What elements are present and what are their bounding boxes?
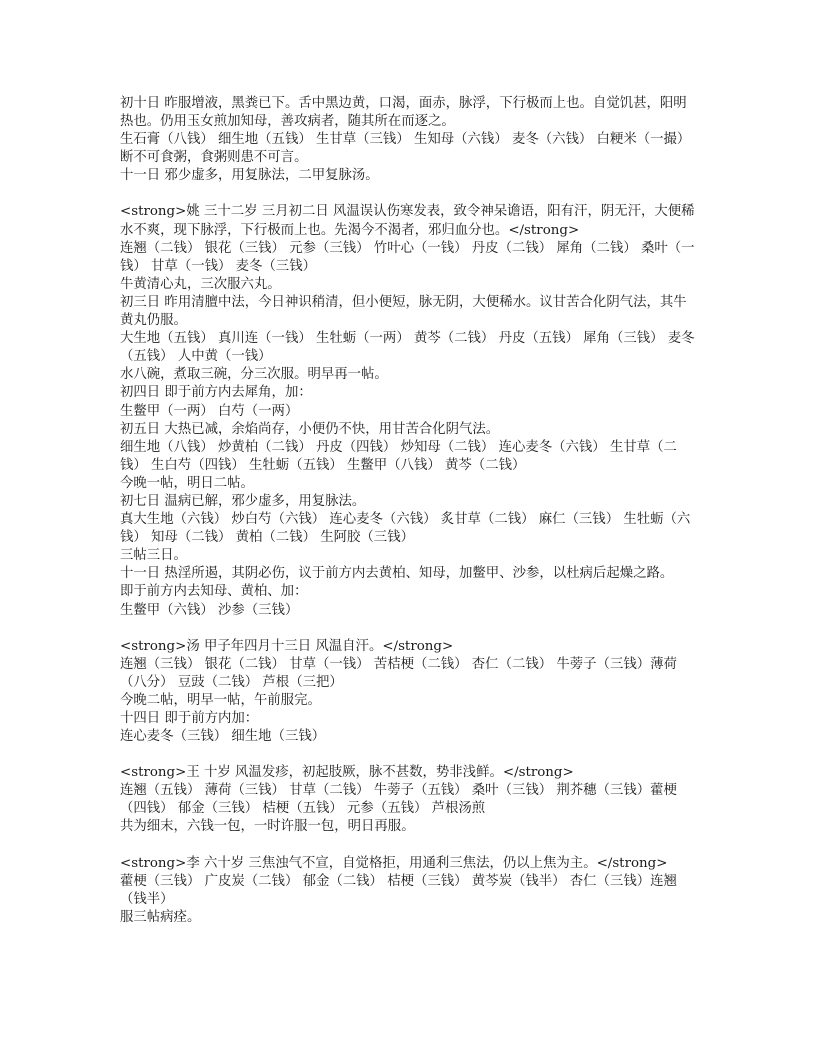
text-line: 初十日 昨服增液，黑粪已下。舌中黑边黄，口渴，面赤，脉浮，下行极而上也。自觉饥甚，阳明热也。仍用玉女煎加知母，善攻病者，随其所在而逐之。 xyxy=(120,96,687,130)
prescription-line: 生鳖甲（一两） 白芍（一两） xyxy=(120,403,299,419)
spacer xyxy=(120,620,700,638)
case-heading: <strong>李 六十岁 三焦浊气不宣，自觉格拒，用通利三焦法，仍以上焦为主。</strong> xyxy=(120,855,668,871)
text-line: 水八碗，煮取三碗，分三次服。明早再一帖。 xyxy=(120,367,388,383)
text-line: 服三帖病痊。 xyxy=(120,909,201,925)
prescription-line: 大生地（五钱） 真川连（一钱） 生牡蛎（一两） 黄芩（二钱） 丹皮（五钱） 犀角（三钱） 麦冬（五钱） 人中黄（一钱） xyxy=(120,331,695,365)
prescription-line: 真大生地（六钱） 炒白芍（六钱） 连心麦冬（六钱） 炙甘草（二钱） 麻仁（三钱） 生牡蛎（六钱） 知母（二钱） 黄柏（二钱） 生阿胶（三钱） xyxy=(120,512,691,546)
text-line: 初四日 即于前方内去犀角，加： xyxy=(120,385,312,401)
text-line: 十一日 邪少虚多，用复脉法，二甲复脉汤。 xyxy=(120,168,379,184)
prescription-line: 连翘（三钱） 银花（二钱） 甘草（一钱） 苦桔梗（二钱） 杏仁（二钱） 牛蒡子（三钱）薄荷（八分） 豆豉（二钱） 芦根（三把） xyxy=(120,656,677,690)
text-line: 初五日 大热已减，余焰尚存，小便仍不快，用甘苦合化阴气法。 xyxy=(120,421,500,437)
case-heading: <strong>王 十岁 风温发疹，初起肢厥，脉不甚数，势非浅鲜。</strong> xyxy=(120,765,574,781)
text-line: 三帖三日。 xyxy=(120,548,187,564)
prescription-line: 生石膏（八钱） 细生地（五钱） 生甘草（三钱） 生知母（六钱） 麦冬（六钱） 白粳米（一撮） xyxy=(120,132,691,148)
text-line: 十四日 即于前方内加： xyxy=(120,711,259,726)
text-line: 即于前方内去知母、黄柏、加： xyxy=(120,584,308,600)
spacer xyxy=(120,746,700,764)
spacer xyxy=(120,185,700,203)
text-line: 十一日 热淫所遏，其阴必伤，议于前方内去黄柏、知母，加鳖甲、沙参，以杜病后起燥之路。 xyxy=(120,566,674,582)
spacer xyxy=(120,837,700,855)
document-body xyxy=(120,95,700,927)
text-line: 共为细末，六钱一包，一时许服一包，明日再服。 xyxy=(120,819,415,835)
text-line: 牛黄清心丸，三次服六丸。 xyxy=(120,276,281,292)
text-line: 今晚二帖，明早一帖，午前服完。 xyxy=(120,692,321,708)
text-line: 初三日 昨用清膻中法，今日神识稍清，但小便短，脉无阴，大便稀水。议甘苦合化阴气法，其牛黄丸仍服。 xyxy=(120,294,687,329)
prescription-line: 连翘（二钱） 银花（三钱） 元参（三钱） 竹叶心（一钱） 丹皮（二钱） 犀角（二钱） 桑叶（一钱） 甘草（一钱） 麦冬（三钱） xyxy=(120,240,695,274)
text-line: 断不可食粥，食粥则患不可言。 xyxy=(120,150,308,166)
case-heading: <strong>汤 甲子年四月十三日 风温自汗。</strong> xyxy=(120,638,454,654)
prescription-line: 生鳖甲（六钱） 沙参（三钱） xyxy=(120,602,299,618)
prescription-line: 连翘（五钱） 薄荷（三钱） 甘草（二钱） 牛蒡子（五钱） 桑叶（三钱） 荆芥穗（三钱）藿梗（四钱） 郁金（三钱） 桔梗（五钱） 元参（五钱） 芦根汤煎 xyxy=(120,783,677,817)
prescription-line: 细生地（八钱） 炒黄柏（二钱） 丹皮（四钱） 炒知母（二钱） 连心麦冬（六钱） 生甘草（二钱） 生白芍（四钱） 生牡蛎（五钱） 生鳖甲（八钱） 黄芩（二钱） xyxy=(120,439,677,473)
prescription-line: 连心麦冬（三钱） 细生地（三钱） xyxy=(120,729,326,745)
text-line: 今晚一帖，明日二帖。 xyxy=(120,475,254,491)
text-line: 初七日 温病已解，邪少虚多，用复脉法。 xyxy=(120,493,366,509)
prescription-line: 藿梗（三钱） 广皮炭（二钱） 郁金（二钱） 桔梗（三钱） 黄芩炭（钱半） 杏仁（三钱）连翘（钱半） xyxy=(120,873,677,907)
case-heading: <strong>姚 三十二岁 三月初二日 风温误认伤寒发表，致令神呆谵语，阳有汗，阴无汗，大便稀水不爽，现下脉浮，下行极而上也。先渴今不渴者，邪归血分也。</strong> xyxy=(120,204,695,238)
